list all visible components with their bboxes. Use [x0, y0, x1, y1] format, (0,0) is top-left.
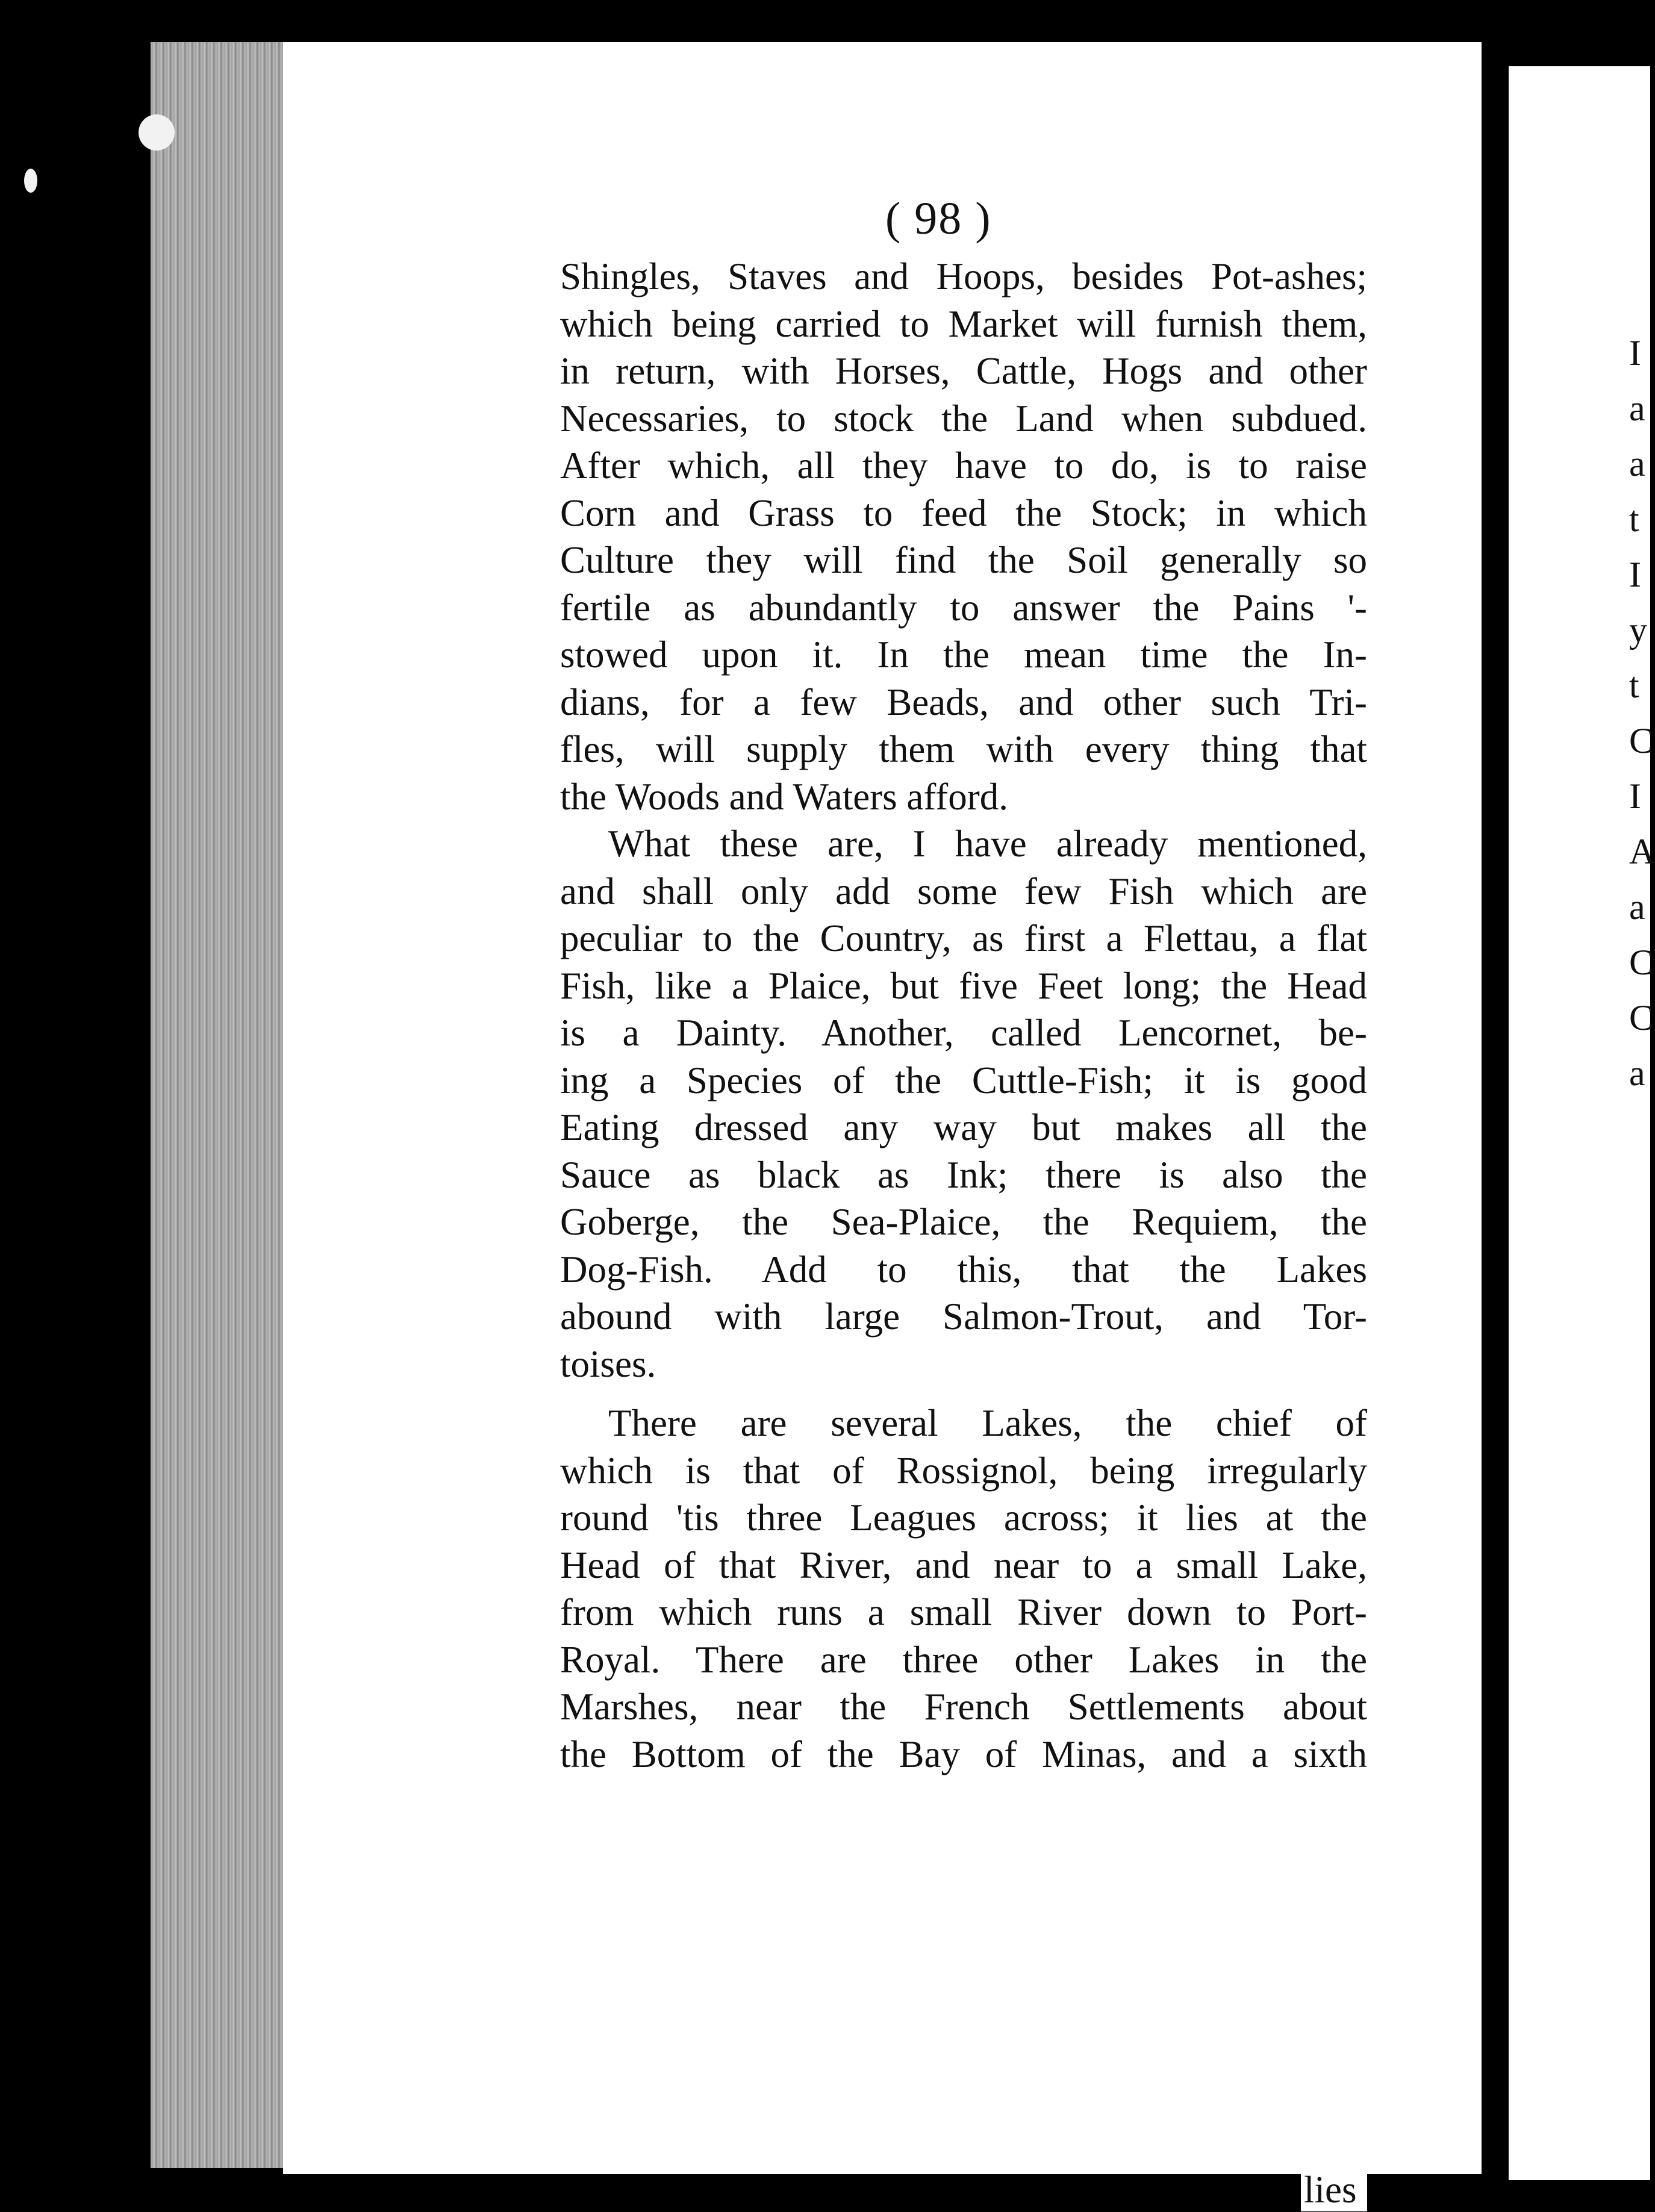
text-line: round 'tis three Leagues across; it lies at the [560, 1497, 1367, 1539]
text-line: After which, all they have to do, is to raise [560, 444, 1367, 487]
fragment: a [1629, 444, 1645, 484]
fragment: t [1629, 499, 1639, 539]
paragraph-3 [560, 1400, 1367, 1778]
adjacent-page-fragments [1629, 325, 1655, 1101]
text-line: fertile as abundantly to answer the Pains '- [560, 586, 1367, 629]
body-text [560, 253, 1367, 1778]
fragment: C [1629, 721, 1654, 761]
text-line: Dog-Fish. Add to this, that the Lakes [560, 1248, 1367, 1291]
text-line: What these are, I have already mentioned, [608, 823, 1367, 865]
text-line: peculiar to the Country, as first a Flettau, a flat [560, 917, 1367, 959]
text-line: Fish, like a Plaice, but five Feet long; the Head [560, 964, 1367, 1007]
scan-speck [24, 169, 37, 193]
text-line: ing a Species of the Cuttle-Fish; it is good [560, 1059, 1367, 1101]
text-line: There are several Lakes, the chief of [608, 1402, 1367, 1444]
text-line: Head of that River, and near to a small Lake, [560, 1544, 1367, 1586]
text-line: Corn and Grass to feed the Stock; in which [560, 491, 1367, 534]
page-number: ( 98 ) [885, 193, 992, 244]
fragment: A [1629, 832, 1655, 871]
text-line: which being carried to Market will furnish them, [560, 302, 1367, 345]
text-line: Shingles, Staves and Hoops, besides Pot-ashes; [560, 255, 1367, 298]
fragment: a [1629, 1053, 1645, 1093]
page-edges [151, 42, 289, 2168]
text-line: Marshes, near the French Settlements about [560, 1686, 1367, 1728]
fragment: t [1629, 665, 1639, 705]
fragment: C [1629, 998, 1654, 1038]
fragment: I [1629, 333, 1641, 373]
text-line: stowed upon it. In the mean time the In- [560, 634, 1367, 676]
fragment: I [1629, 555, 1641, 594]
text-line: Necessaries, to stock the Land when subdued. [560, 397, 1367, 440]
paragraph-2 [560, 820, 1367, 1388]
page-gutter [1482, 72, 1506, 2180]
catchword: lies [1304, 2169, 1357, 2211]
text-line: dians, for a few Beads, and other such Tri- [560, 681, 1367, 723]
fragment: a [1629, 887, 1645, 927]
text-line: fles, will supply them with every thing that [560, 728, 1367, 770]
scan-speck [139, 114, 175, 151]
text-line: the Bottom of the Bay of Minas, and a sixth [560, 1733, 1367, 1775]
text-line: and shall only add some few Fish which are [560, 870, 1367, 912]
text-line: Eating dressed any way but makes all the [560, 1106, 1367, 1148]
text-line: Royal. There are three other Lakes in the [560, 1638, 1367, 1681]
text-line: from which runs a small River down to Port- [560, 1591, 1367, 1633]
fragment: y [1629, 610, 1647, 650]
text-line: the Woods and Waters afford. [560, 775, 1008, 818]
text-line: toises. [560, 1342, 656, 1385]
text-line: in return, with Horses, Cattle, Hogs and other [560, 350, 1367, 392]
text-line: abound with large Salmon-Trout, and Tor- [560, 1295, 1367, 1338]
fragment: C [1629, 942, 1654, 982]
fragment: I [1629, 776, 1641, 816]
text-line: which is that of Rossignol, being irregularly [560, 1449, 1367, 1492]
text-line: Sauce as black as Ink; there is also the [560, 1153, 1367, 1196]
fragment: a [1629, 388, 1645, 428]
text-line: Goberge, the Sea-Plaice, the Requiem, the [560, 1201, 1367, 1243]
text-line: Culture they will find the Soil generally so [560, 539, 1367, 581]
text-line: is a Dainty. Another, called Lencornet, be- [560, 1012, 1367, 1054]
paragraph-1 [560, 253, 1367, 820]
